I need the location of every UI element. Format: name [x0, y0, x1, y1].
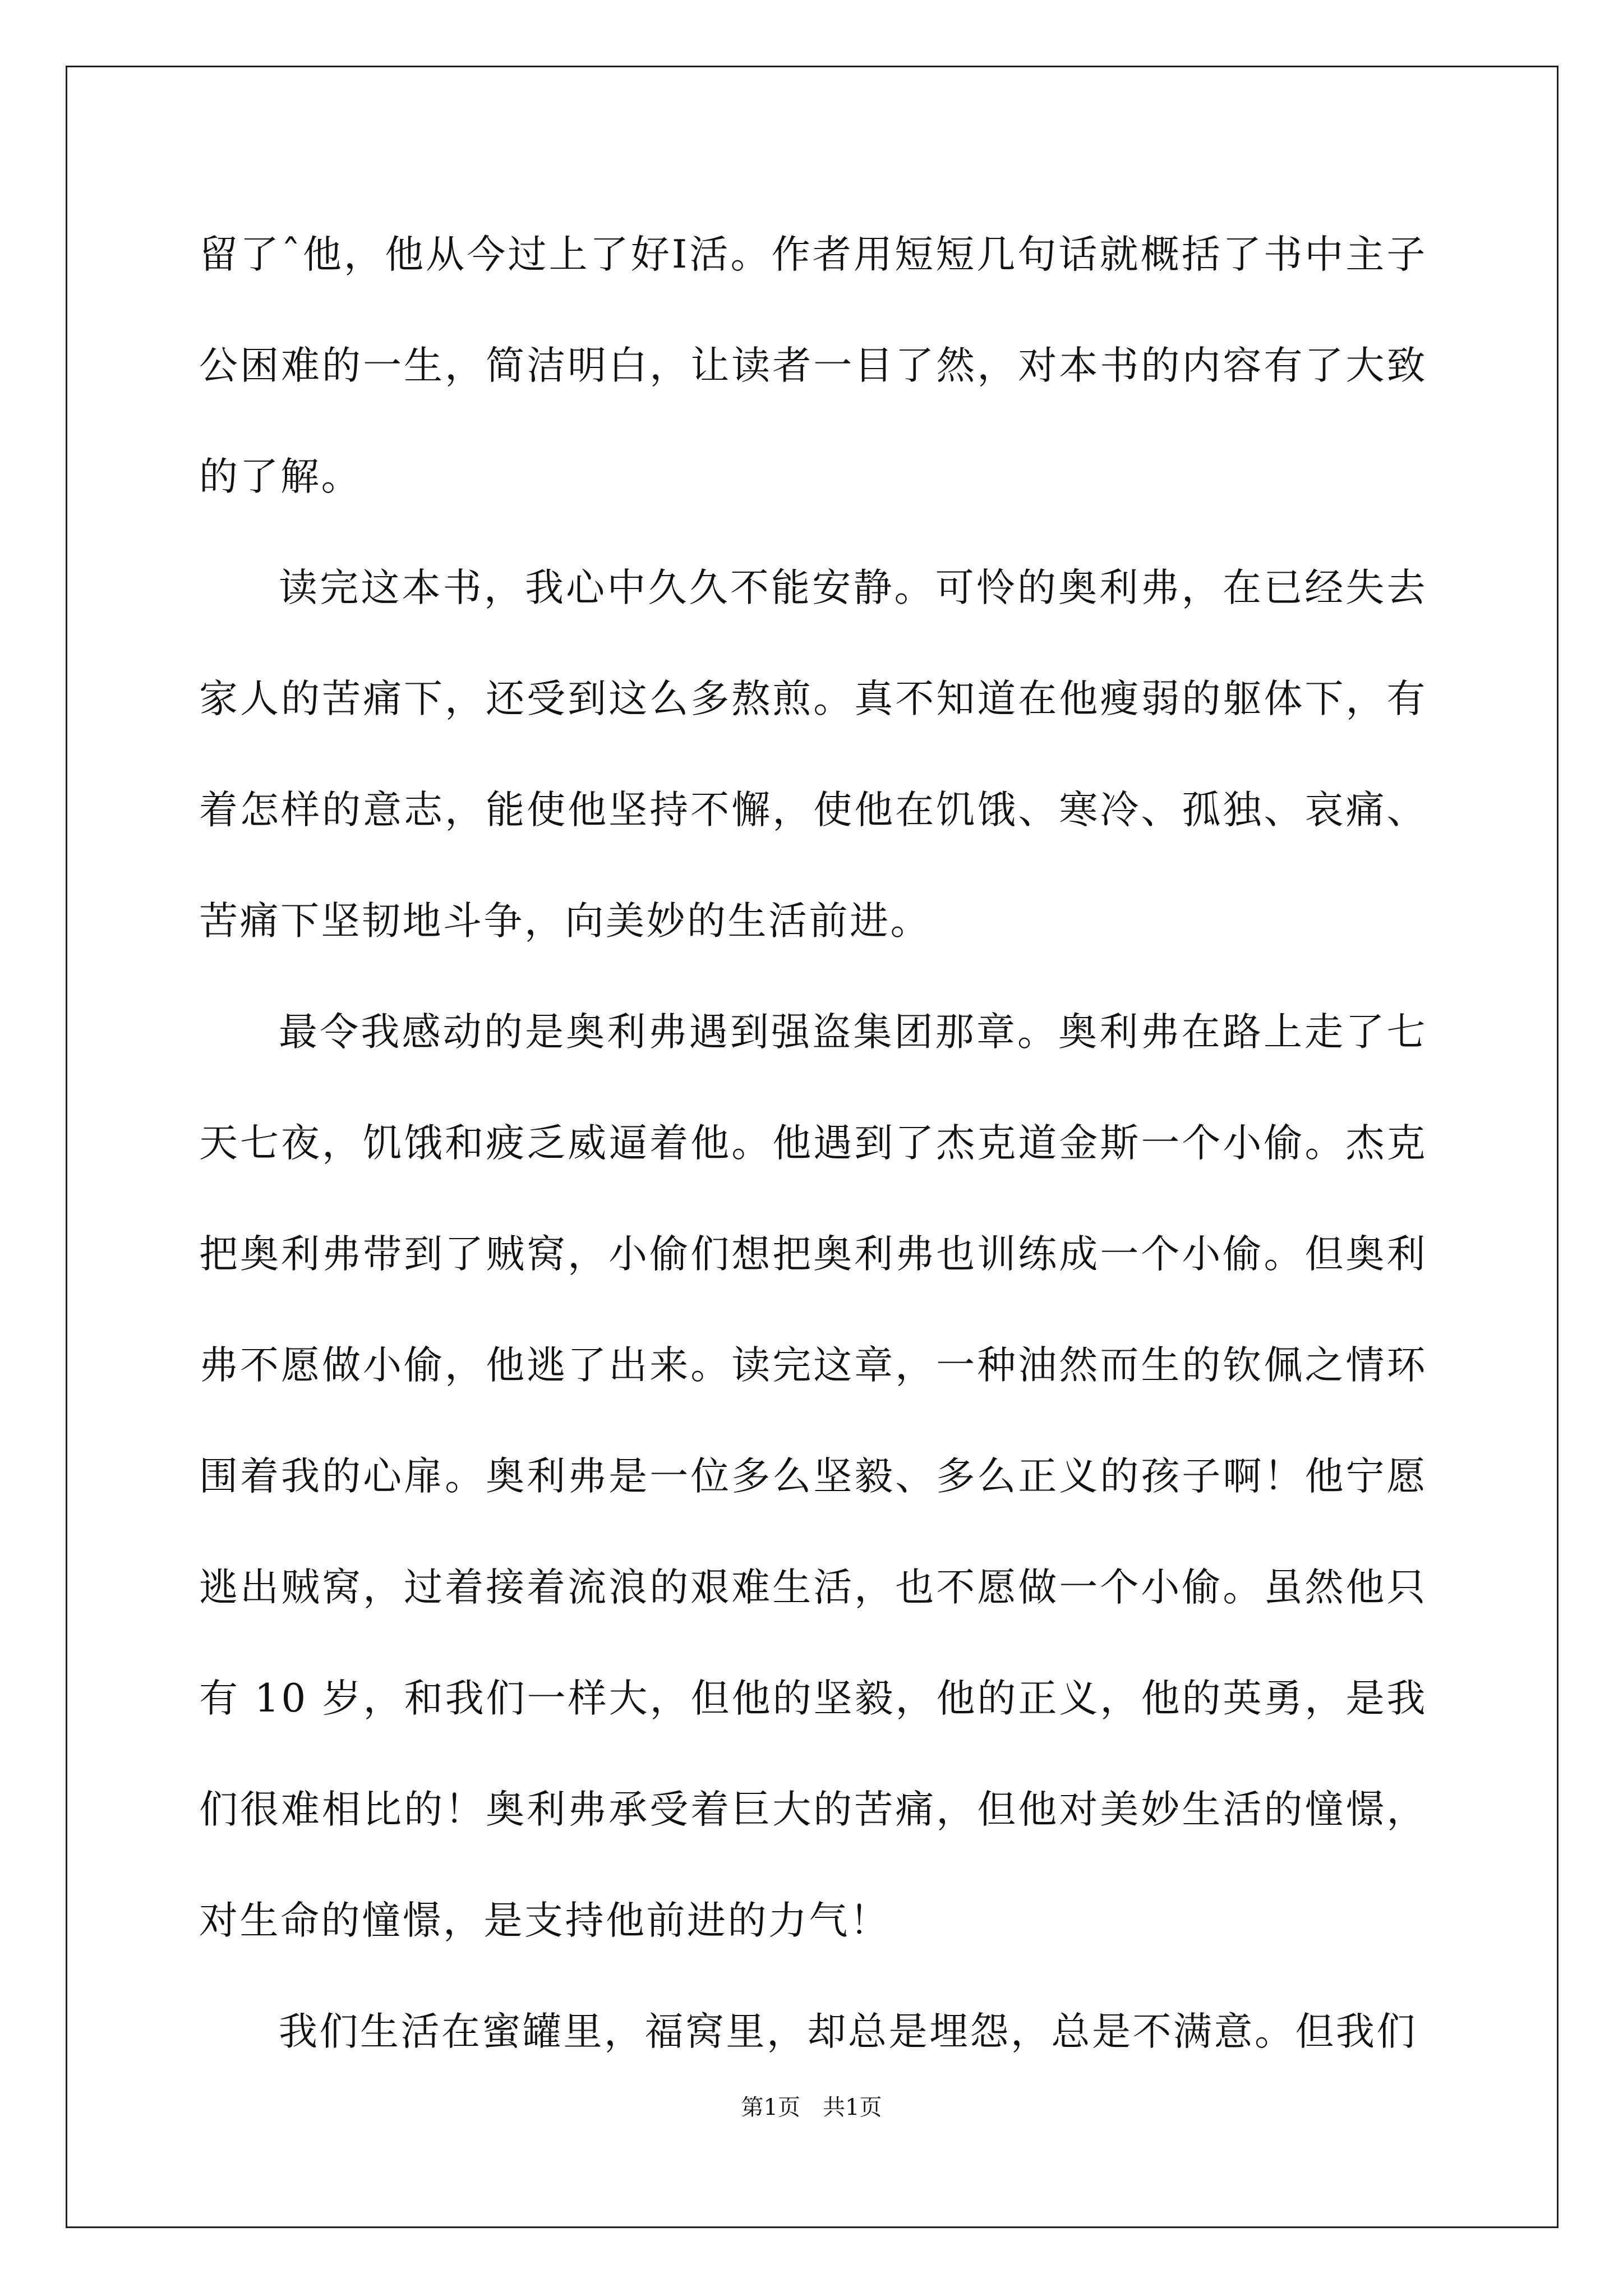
document-body: [199, 199, 1427, 2087]
page-number-footer: 第1页 共1页: [741, 2095, 882, 2120]
paragraph-3: 最令我感动的是奥利弗遇到强盗集团那章。奥利弗在路上走了七天七夜，饥饿和疲乏威逼着他。他遇到了杰克道金斯一个小偷。杰克把奥利弗带到了贼窝，小偷们想把奥利弗也训练成一个小偷。但奥利弗不愿做小偷，他逃了出来。读完这章，一种油然而生的钦佩之情环围着我的心扉。奥利弗是一位多么坚毅、多么正义的孩子啊！他宁愿逃出贼窝，过着接着流浪的艰难生活，也不愿做一个小偷。虽然他只有 10 岁，和我们一样大，但他的坚毅，他的正义，他的英勇，是我们很难相比的！奥利弗承受着巨大的苦痛，但他对美妙生活的憧憬，对生命的憧憬，是支持他前进的力气！: [199, 1010, 1427, 1943]
paragraph-2: 读完这本书，我心中久久不能安静。可怜的奥利弗，在已经失去家人的苦痛下，还受到这么多熬煎。真不知道在他瘦弱的躯体下，有着怎样的意志，能使他坚持不懈，使他在饥饿、寒冷、孤独、哀痛、苦痛下坚韧地斗争，向美妙的生活前进。: [199, 565, 1427, 944]
paragraph-4: 我们生活在蜜罐里，福窝里，却总是埋怨，总是不满意。但我们: [279, 2009, 1417, 2054]
paragraph-1: 留了ˆ他，他从今过上了好Ⅰ活。作者用短短几句话就概括了书中主子公困难的一生，简洁明白，让读者一目了然，对本书的内容有了大致的了解。: [199, 232, 1427, 499]
